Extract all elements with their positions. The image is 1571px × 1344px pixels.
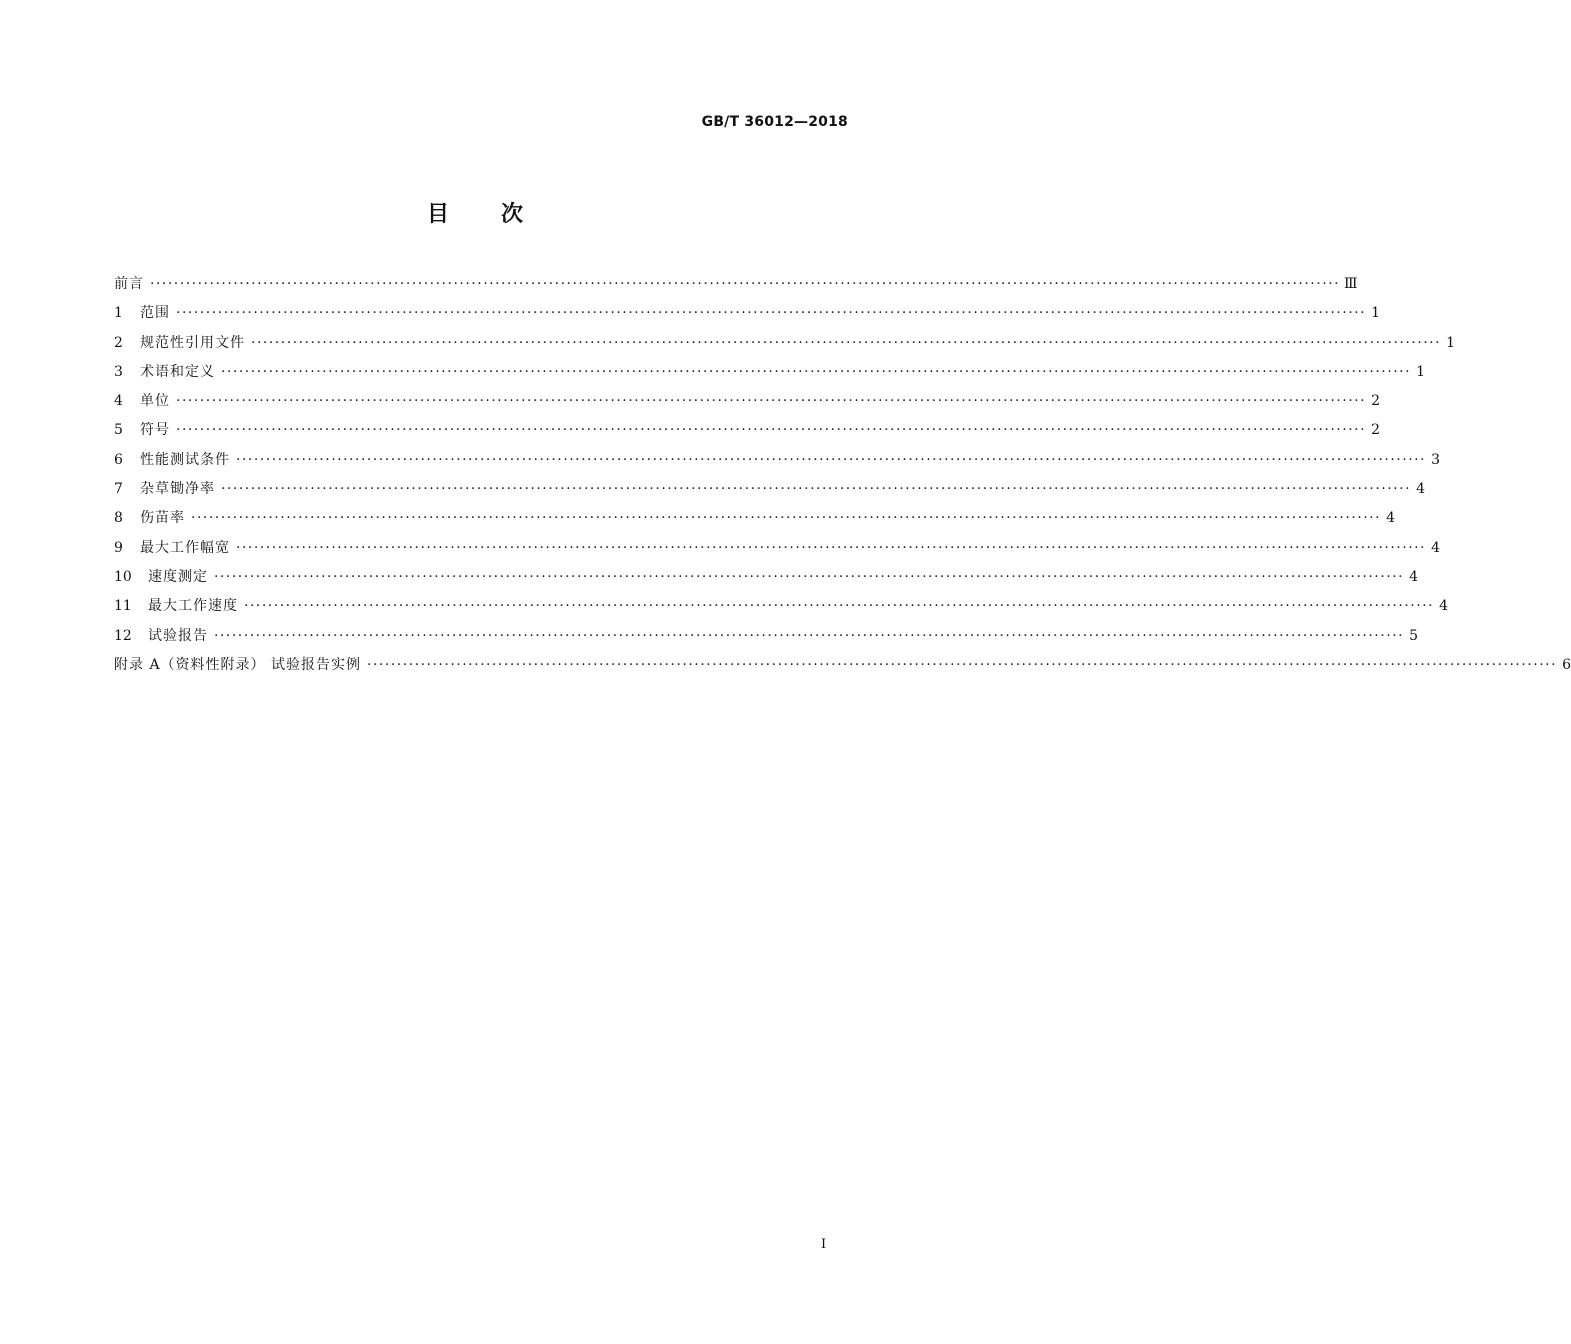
toc-entry-page: 4 (1386, 510, 1396, 527)
dot-leader: ········································································································································································································ (251, 334, 1442, 351)
toc-entry-label: 规范性引用文件 (140, 334, 245, 351)
toc-entry-page: 1 (1371, 305, 1381, 322)
toc-entry (114, 329, 1456, 358)
toc-entry-number: 12 (114, 627, 132, 644)
toc-entry-page: 2 (1371, 422, 1381, 439)
toc-entry-page: 4 (1409, 568, 1419, 585)
toc-entry-number: 3 (114, 363, 123, 380)
page-number: I (821, 1237, 827, 1252)
toc-entry-label: 速度测定 (148, 568, 208, 585)
toc-entry (114, 622, 1419, 651)
toc-entry-number: 8 (114, 510, 123, 527)
dot-leader: ········································································································································································································ (214, 568, 1405, 585)
toc-entry-page: 2 (1371, 393, 1381, 410)
toc-entry-label: 附录 A（资料性附录） 试验报告实例 (114, 656, 362, 673)
dot-leader: ········································································································································································································ (221, 481, 1412, 498)
toc-entry-label: 最大工作速度 (148, 598, 238, 615)
toc-entry (114, 299, 1381, 328)
toc-entry-number: 11 (114, 598, 132, 615)
toc-entry-page: 1 (1416, 363, 1426, 380)
toc-entry (114, 358, 1426, 387)
toc-entry-label: 单位 (140, 393, 170, 410)
dot-leader: ········································································································································································································ (244, 598, 1435, 615)
toc-entry-page: 6 (1562, 656, 1571, 673)
toc-entry-number: 1 (114, 305, 123, 322)
toc-entry-page: 5 (1409, 627, 1419, 644)
dot-leader: ········································································································································································································ (221, 363, 1412, 380)
toc-entry-label: 杂草锄净率 (140, 481, 215, 498)
toc-entry-number: 7 (114, 481, 123, 498)
toc-entry-number: 10 (114, 568, 132, 585)
dot-leader: ········································································································································································································ (214, 627, 1405, 644)
toc-entry (114, 416, 1381, 445)
toc-entry-page: 3 (1431, 451, 1441, 468)
dot-leader: ········································································································································································································ (176, 305, 1367, 322)
toc-entry (114, 387, 1381, 416)
toc-entry-label: 范围 (140, 305, 170, 322)
dot-leader: ········································································································································································································ (150, 276, 1341, 292)
dot-leader: ········································································································································································································ (176, 393, 1367, 410)
toc-entry-label: 术语和定义 (140, 363, 215, 380)
toc-entry-label: 伤苗率 (140, 510, 185, 527)
toc-entry-label: 试验报告 (148, 627, 208, 644)
dot-leader: ········································································································································································································ (367, 656, 1558, 673)
toc-entry-label: 最大工作幅宽 (140, 539, 230, 556)
toc-entry-number: 6 (114, 451, 123, 468)
toc-entry-page: 4 (1416, 481, 1426, 498)
table-of-contents (114, 270, 1571, 680)
toc-entry (114, 534, 1441, 563)
page-title: 目次 (426, 202, 575, 227)
dot-leader: ········································································································································································································ (236, 451, 1427, 468)
toc-entry (114, 446, 1441, 475)
toc-entry (114, 592, 1449, 621)
dot-leader: ········································································································································································································ (236, 539, 1427, 556)
toc-entry (114, 504, 1396, 533)
toc-entry-page: 1 (1446, 334, 1456, 351)
toc-entry (114, 475, 1426, 504)
toc-entry-number: 4 (114, 393, 123, 410)
standard-number: GB/T 36012—2018 (701, 114, 848, 130)
dot-leader: ········································································································································································································ (176, 422, 1367, 439)
toc-entry-number: 9 (114, 539, 123, 556)
toc-entry-page: Ⅲ (1344, 276, 1358, 292)
toc-entry-label: 前言 (114, 276, 144, 292)
toc-entry-number: 2 (114, 334, 123, 351)
toc-entry-label: 性能测试条件 (140, 451, 230, 468)
toc-entry (114, 563, 1419, 592)
toc-entry-label: 符号 (140, 422, 170, 439)
toc-entry-page: 4 (1439, 598, 1449, 615)
toc-entry-number: 5 (114, 422, 123, 439)
dot-leader: ········································································································································································································ (191, 510, 1382, 527)
toc-entry-page: 4 (1431, 539, 1441, 556)
toc-entry (114, 651, 1571, 680)
toc-entry (114, 270, 1358, 299)
